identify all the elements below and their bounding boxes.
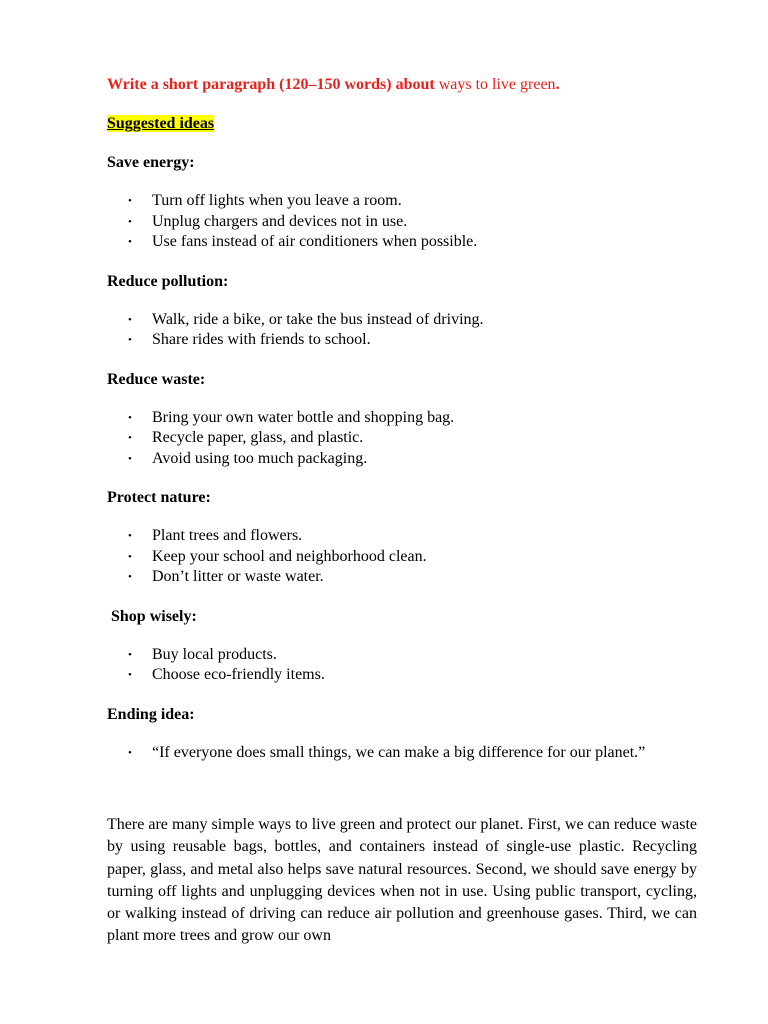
list-item xyxy=(107,310,697,331)
list-item-text: Don’t litter or waste water. xyxy=(152,568,324,585)
prompt-period: . xyxy=(555,76,560,93)
list-item xyxy=(107,408,697,429)
suggested-ideas-label: Suggested ideas xyxy=(107,115,215,132)
list-item xyxy=(107,428,697,449)
bullet-icon: • xyxy=(128,313,132,326)
section-heading: Reduce pollution: xyxy=(107,272,229,290)
bullet-list xyxy=(107,408,697,470)
sections-container xyxy=(107,152,697,763)
section-heading: Save energy: xyxy=(107,154,195,171)
bullet-icon: • xyxy=(128,550,132,563)
section-heading: Protect nature: xyxy=(107,489,211,506)
list-item-text: Use fans instead of air conditioners when possible. xyxy=(152,233,478,250)
list-item xyxy=(107,645,697,666)
list-item-text: Bring your own water bottle and shopping bag. xyxy=(152,408,455,426)
suggested-ideas-heading xyxy=(107,113,697,134)
bullet-icon: • xyxy=(128,334,132,346)
bullet-list xyxy=(107,310,697,351)
list-item xyxy=(107,330,697,351)
bullet-icon: • xyxy=(128,746,132,759)
bullet-icon: • xyxy=(128,236,132,248)
bullet-list xyxy=(107,526,697,588)
bullet-icon: • xyxy=(128,411,132,424)
list-item xyxy=(107,526,697,547)
list-item xyxy=(107,743,697,764)
list-item xyxy=(107,212,697,233)
section-heading: Shop wisely: xyxy=(111,607,197,625)
section-heading: Ending idea: xyxy=(107,705,195,723)
bullet-icon: • xyxy=(128,452,132,465)
section-heading: Reduce waste: xyxy=(107,370,206,388)
list-item xyxy=(107,547,697,568)
bullet-icon: • xyxy=(128,669,132,681)
list-item xyxy=(107,191,697,212)
bullet-icon: • xyxy=(128,530,132,542)
bullet-list xyxy=(107,191,697,253)
list-item xyxy=(107,567,697,588)
list-item xyxy=(107,665,697,686)
prompt-topic: ways to live green xyxy=(438,76,556,93)
bullet-icon: • xyxy=(128,432,132,444)
list-item-text: “If everyone does small things, we can make a big difference for our planet.” xyxy=(152,743,646,761)
bullet-list xyxy=(107,645,697,686)
list-item-text: Avoid using too much packaging. xyxy=(152,449,368,467)
list-item-text: Recycle paper, glass, and plastic. xyxy=(152,429,364,446)
assignment-prompt xyxy=(107,74,697,95)
list-item-text: Choose eco-friendly items. xyxy=(152,666,325,683)
list-item xyxy=(107,449,697,470)
answer-paragraph: There are many simple ways to live green and protect our planet. First, we can reduce waste by using reusable bags, bottles, and containers instead of single-use plastic. Recycling paper, glass, and metal also helps save natural resources. Second, we should save energy by turning off lights and unplugging devices when not in use. Using public transport, cycling, or walking instead of driving can reduce air pollution and greenhouse gases. Third, we can plant more trees and grow our own xyxy=(107,816,697,945)
list-item xyxy=(107,232,697,253)
list-item-text: Unplug chargers and devices not in use. xyxy=(152,212,408,230)
list-item-text: Walk, ride a bike, or take the bus instead of driving. xyxy=(152,310,484,328)
list-item-text: Buy local products. xyxy=(152,645,277,663)
list-item-text: Keep your school and neighborhood clean. xyxy=(152,547,427,565)
prompt-instruction: Write a short paragraph (120–150 words) about xyxy=(107,76,435,93)
bullet-list xyxy=(107,743,697,764)
bullet-icon: • xyxy=(128,195,132,207)
list-item-text: Share rides with friends to school. xyxy=(152,331,371,348)
bullet-icon: • xyxy=(128,571,132,583)
list-item-text: Turn off lights when you leave a room. xyxy=(152,192,402,209)
list-item-text: Plant trees and flowers. xyxy=(152,527,303,544)
bullet-icon: • xyxy=(128,648,132,661)
document-page xyxy=(107,74,697,948)
bullet-icon: • xyxy=(128,215,132,228)
